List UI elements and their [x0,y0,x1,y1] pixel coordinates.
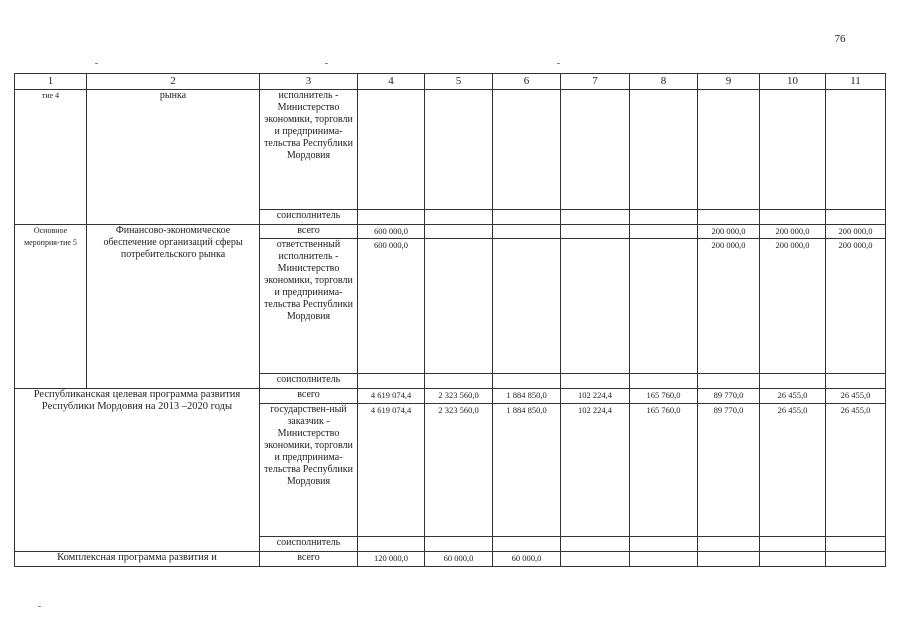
table-row [15,389,886,404]
activity-label: Основное мероприя-тие 5 [15,225,87,389]
executor-cell: ответственный исполнитель - Министерство экономики, торговли и предпринима-тельства Республики Мордовия [260,239,358,374]
value-cell [561,552,630,567]
total-label: всего [260,389,358,404]
value-cell: 102 224,4 [561,389,630,404]
value-cell: 200 000,0 [760,239,826,374]
executor-cell: исполнитель - Министерство экономики, торговли и предпринима-тельства Республики Мордовия [260,90,358,210]
value-cell: 89 770,0 [698,389,760,404]
total-label: всего [260,552,358,567]
value-cell [425,225,493,239]
column-header: 7 [561,74,630,90]
scan-speck [325,63,328,64]
value-cell: 200 000,0 [698,239,760,374]
value-cell [493,239,561,374]
coexecutor-cell: соисполнитель [260,374,358,389]
value-cell [630,239,698,374]
coexecutor-cell: соисполнитель [260,210,358,225]
value-cell: 600 000,0 [358,239,425,374]
value-cell: 4 619 074,4 [358,389,425,404]
scan-speck [38,606,41,607]
activity-label: тие 4 [15,90,87,225]
value-cell: 26 455,0 [760,404,826,537]
activity-title: Финансово-экономическое обеспечение организаций сферы потребительского рынка [87,225,260,389]
value-cell: 26 455,0 [826,404,886,537]
column-header: 6 [493,74,561,90]
value-cell [425,239,493,374]
value-cell: 1 884 850,0 [493,404,561,537]
value-cell [630,552,698,567]
column-header: 1 [15,74,87,90]
value-cell [493,225,561,239]
column-header: 11 [826,74,886,90]
value-cell: 60 000,0 [493,552,561,567]
activity-title: рынка [87,90,260,225]
table-row [15,552,886,567]
program-table [14,73,886,567]
value-cell: 60 000,0 [425,552,493,567]
scan-speck [557,63,560,64]
value-cell: 26 455,0 [760,389,826,404]
scan-speck [95,63,98,64]
value-cell: 2 323 560,0 [425,389,493,404]
table-row [15,225,886,239]
column-header: 5 [425,74,493,90]
value-cell: 89 770,0 [698,404,760,537]
value-cell: 120 000,0 [358,552,425,567]
value-cell: 600 000,0 [358,225,425,239]
page-number: 76 [834,33,846,45]
value-cell: 2 323 560,0 [425,404,493,537]
column-header: 2 [87,74,260,90]
value-cell: 1 884 850,0 [493,389,561,404]
value-cell [561,239,630,374]
value-cell: 200 000,0 [760,225,826,239]
value-cell: 200 000,0 [826,225,886,239]
coexecutor-cell: соисполнитель [260,537,358,552]
column-header: 10 [760,74,826,90]
value-cell: 165 760,0 [630,404,698,537]
column-header: 3 [260,74,358,90]
executor-cell: государствен-ный заказчик - Министерство экономики, торговли и предпринима-тельства Республики Мордовия [260,404,358,537]
value-cell [760,552,826,567]
value-cell: 4 619 074,4 [358,404,425,537]
header-row [15,74,886,90]
value-cell [630,225,698,239]
value-cell: 200 000,0 [698,225,760,239]
table-row [15,90,886,210]
value-cell [698,552,760,567]
value-cell [826,552,886,567]
value-cell: 26 455,0 [826,389,886,404]
value-cell [561,225,630,239]
column-header: 4 [358,74,425,90]
total-label: всего [260,225,358,239]
program-title: Комплексная программа развития и [15,552,260,567]
column-header: 9 [698,74,760,90]
column-header: 8 [630,74,698,90]
program-title: Республиканская целевая программа развития Республики Мордовия на 2013 –2020 годы [15,389,260,552]
value-cell: 200 000,0 [826,239,886,374]
value-cell: 165 760,0 [630,389,698,404]
value-cell: 102 224,4 [561,404,630,537]
